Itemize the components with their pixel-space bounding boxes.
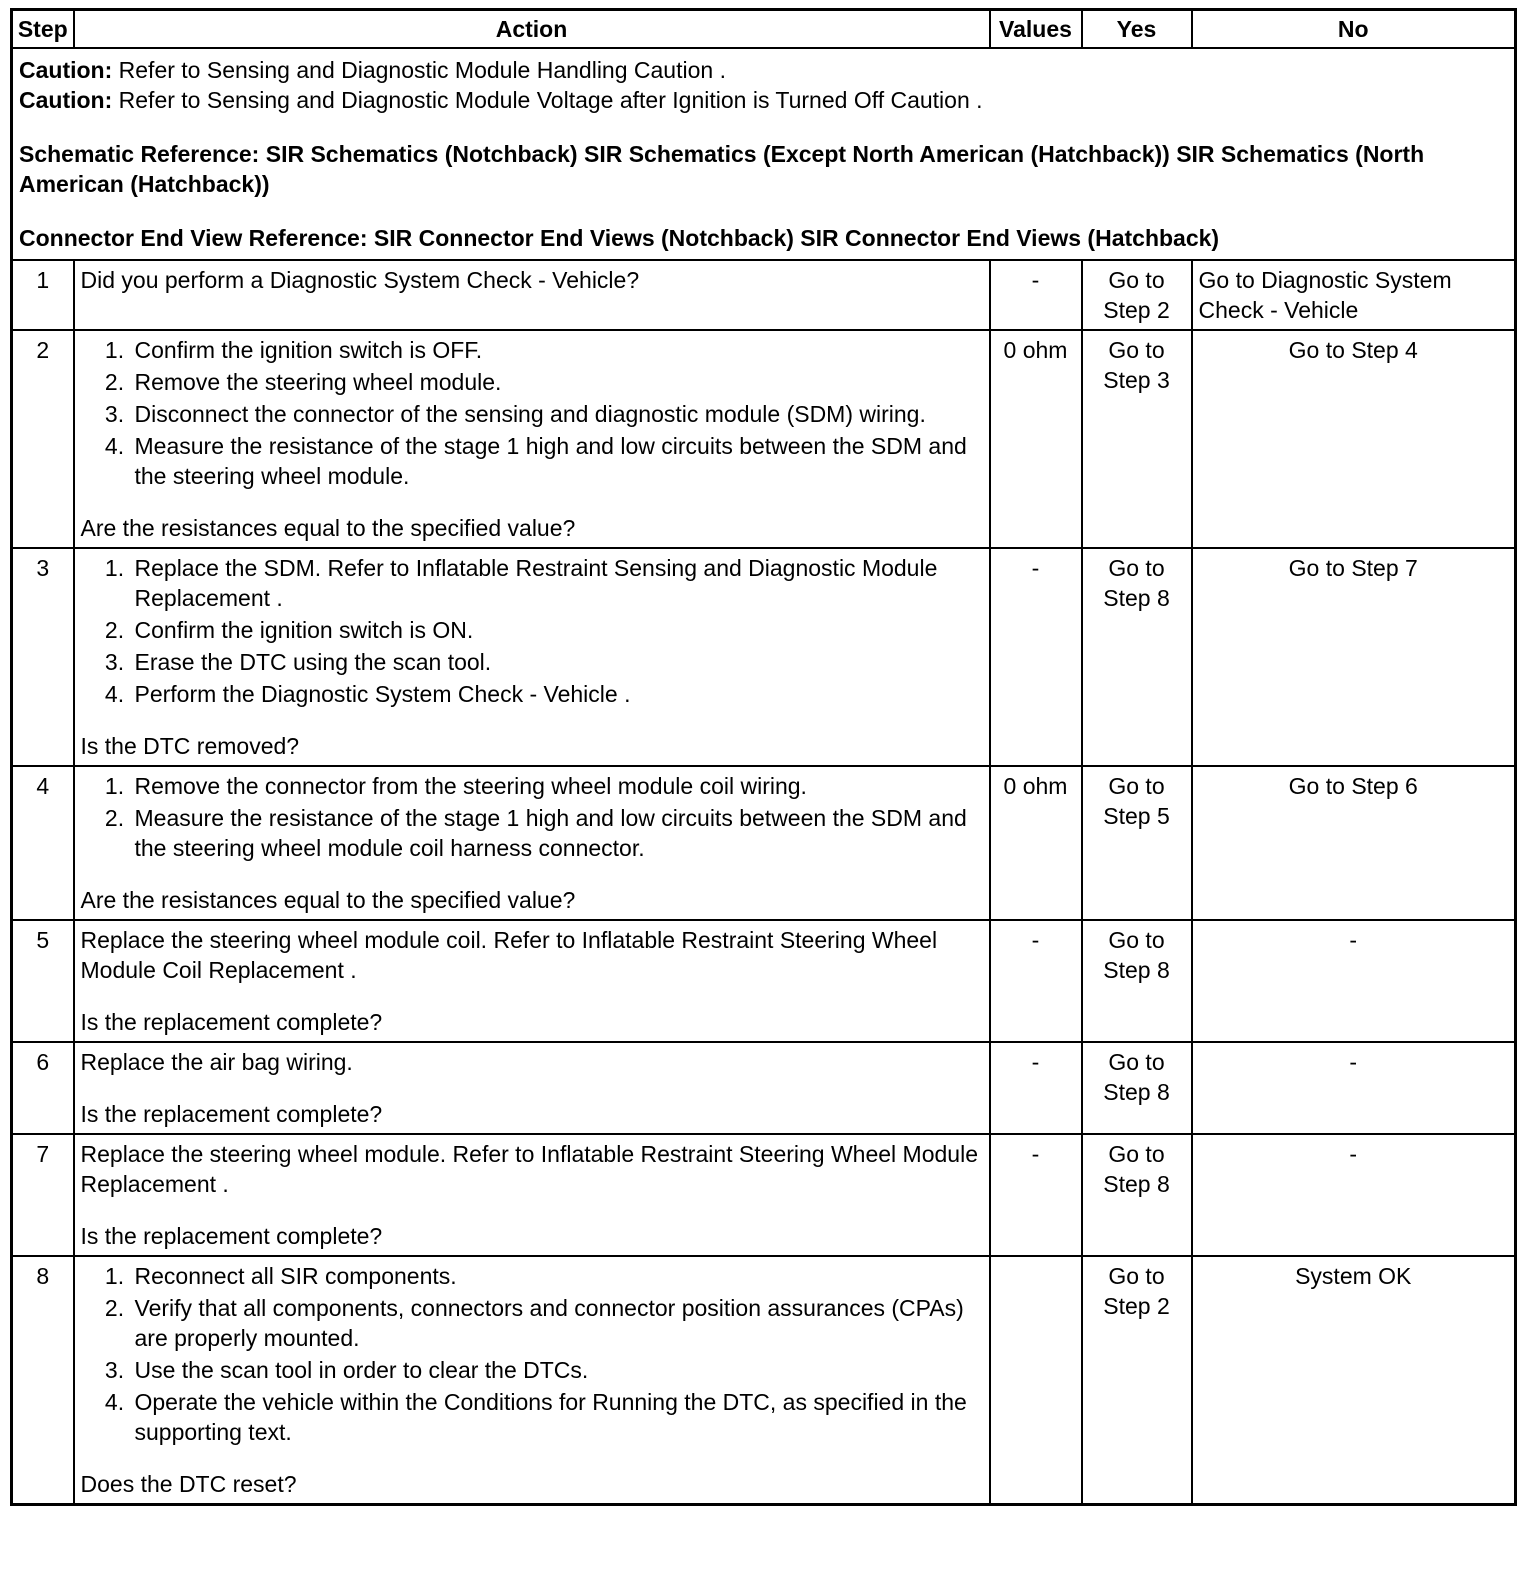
no-cell: Go to Step 7 (1192, 548, 1516, 766)
caution-2-text: Refer to Sensing and Diagnostic Module Voltage after Ignition is Turned Off Caution . (112, 87, 983, 113)
action-list (81, 335, 983, 491)
step-number: 6 (12, 1042, 74, 1134)
header-step: Step (12, 10, 74, 49)
yes-cell: Go to Step 8 (1082, 1134, 1192, 1256)
action-cell (74, 330, 990, 548)
yes-cell: Go to Step 2 (1082, 1256, 1192, 1505)
value-cell (990, 1256, 1082, 1505)
header-no: No (1192, 10, 1516, 49)
list-item: 4. Perform the Diagnostic System Check - Vehicle . (131, 679, 983, 709)
intro-cell (12, 48, 1516, 260)
value-cell: - (990, 920, 1082, 1042)
spacer (19, 115, 1508, 139)
header-row (12, 10, 1516, 49)
step-number: 7 (12, 1134, 74, 1256)
value-cell: - (990, 1134, 1082, 1256)
step-number: 4 (12, 766, 74, 920)
step-rows (12, 260, 1516, 1505)
yes-cell: Go to Step 5 (1082, 766, 1192, 920)
no-cell: Go to Diagnostic System Check - Vehicle (1192, 260, 1516, 330)
table-row (12, 1256, 1516, 1505)
list-item: 1. Reconnect all SIR components. (131, 1261, 983, 1291)
list-item: 3. Disconnect the connector of the sensing and diagnostic module (SDM) wiring. (131, 399, 983, 429)
list-item: 2. Confirm the ignition switch is ON. (131, 615, 983, 645)
header-values: Values (990, 10, 1082, 49)
action-text: Replace the steering wheel module coil. Refer to Inflatable Restraint Steering Wheel Module Coil Replacement . (80, 927, 938, 983)
step-number: 3 (12, 548, 74, 766)
action-question: Are the resistances equal to the specified value? (80, 515, 576, 541)
no-cell: Go to Step 6 (1192, 766, 1516, 920)
action-text: Replace the air bag wiring. (80, 1049, 353, 1075)
list-item: 1. Confirm the ignition switch is OFF. (131, 335, 983, 365)
caution-2 (19, 85, 1508, 115)
caution-1-label: Caution: (19, 57, 113, 83)
list-item: 1. Replace the SDM. Refer to Inflatable Restraint Sensing and Diagnostic Module Replacement . (131, 553, 983, 613)
intro-row (12, 48, 1516, 260)
list-item: 1. Remove the connector from the steering wheel module coil wiring. (131, 771, 983, 801)
action-list (81, 1261, 983, 1447)
action-list (81, 553, 983, 709)
list-item: 3. Erase the DTC using the scan tool. (131, 647, 983, 677)
list-item: 4. Operate the vehicle within the Conditions for Running the DTC, as specified in the supporting text. (131, 1387, 983, 1447)
table-row (12, 766, 1516, 920)
step-number: 2 (12, 330, 74, 548)
list-item: 2. Verify that all components, connectors and connector position assurances (CPAs) are properly mounted. (131, 1293, 983, 1353)
table-row (12, 1042, 1516, 1134)
list-item: 2. Remove the steering wheel module. (131, 367, 983, 397)
action-question: Is the DTC removed? (80, 733, 300, 759)
caution-1 (19, 55, 1508, 85)
no-cell: - (1192, 1134, 1516, 1256)
spacer (19, 199, 1508, 223)
table-row (12, 260, 1516, 330)
action-question: Does the DTC reset? (80, 1471, 297, 1497)
action-question: Are the resistances equal to the specified value? (80, 887, 576, 913)
table-row (12, 330, 1516, 548)
yes-cell: Go to Step 8 (1082, 548, 1192, 766)
action-question: Is the replacement complete? (80, 1223, 383, 1249)
no-cell: Go to Step 4 (1192, 330, 1516, 548)
step-number: 1 (12, 260, 74, 330)
action-cell (74, 766, 990, 920)
caution-2-label: Caution: (19, 87, 113, 113)
step-number: 8 (12, 1256, 74, 1505)
action-list (81, 771, 983, 863)
action-text: Did you perform a Diagnostic System Check - Vehicle? (80, 267, 640, 293)
action-text: Replace the steering wheel module. Refer to Inflatable Restraint Steering Wheel Module Replacement . (80, 1141, 978, 1197)
value-cell: - (990, 1042, 1082, 1134)
header-yes: Yes (1082, 10, 1192, 49)
table-row (12, 920, 1516, 1042)
action-cell (74, 1042, 990, 1134)
no-cell: System OK (1192, 1256, 1516, 1505)
table-row (12, 1134, 1516, 1256)
list-item: 3. Use the scan tool in order to clear the DTCs. (131, 1355, 983, 1385)
yes-cell: Go to Step 3 (1082, 330, 1192, 548)
list-item: 4. Measure the resistance of the stage 1 high and low circuits between the SDM and the steering wheel module. (131, 431, 983, 491)
action-cell (74, 260, 990, 330)
action-question: Is the replacement complete? (80, 1101, 383, 1127)
value-cell: - (990, 260, 1082, 330)
caution-1-text: Refer to Sensing and Diagnostic Module Handling Caution . (112, 57, 726, 83)
header-action: Action (74, 10, 990, 49)
yes-cell: Go to Step 8 (1082, 1042, 1192, 1134)
no-cell: - (1192, 920, 1516, 1042)
action-cell (74, 548, 990, 766)
action-cell (74, 1256, 990, 1505)
action-cell (74, 920, 990, 1042)
connector-reference: Connector End View Reference: SIR Connector End Views (Notchback) SIR Connector End Views (Hatchback) (19, 225, 1220, 251)
step-number: 5 (12, 920, 74, 1042)
diagnostic-table (10, 8, 1517, 1506)
action-question: Is the replacement complete? (80, 1009, 383, 1035)
yes-cell: Go to Step 8 (1082, 920, 1192, 1042)
action-cell (74, 1134, 990, 1256)
yes-cell: Go to Step 2 (1082, 260, 1192, 330)
table-row (12, 548, 1516, 766)
schematic-reference: Schematic Reference: SIR Schematics (Notchback) SIR Schematics (Except North American (Hatchback)) SIR Schematics (North American (Hatchback)) (19, 141, 1425, 197)
value-cell: - (990, 548, 1082, 766)
no-cell: - (1192, 1042, 1516, 1134)
value-cell: 0 ohm (990, 766, 1082, 920)
value-cell: 0 ohm (990, 330, 1082, 548)
list-item: 2. Measure the resistance of the stage 1 high and low circuits between the SDM and the steering wheel module coil harness connector. (131, 803, 983, 863)
